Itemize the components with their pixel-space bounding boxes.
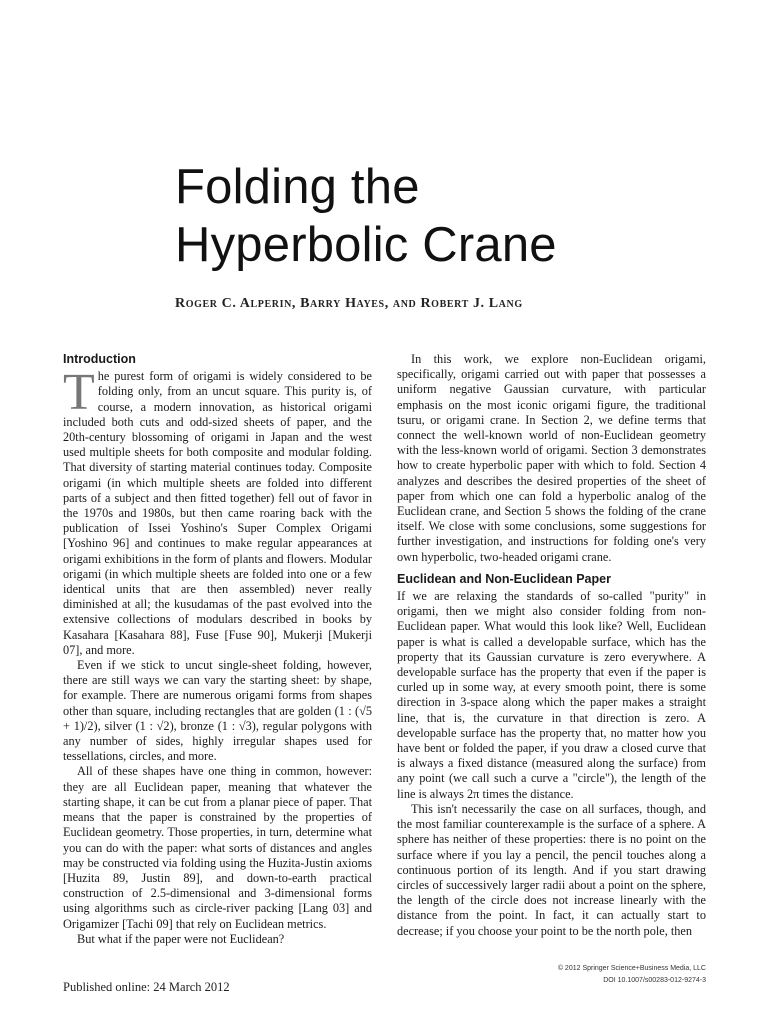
intro-paragraph-3: All of these shapes have one thing in common, however: they are all Euclidean paper, meaning that whatever the starting shape, it can be cut from a planar piece of paper. That means that the paper is constrained by the properties of Euclidean geometry. Those properties, in turn, determine what you can do with the paper: what sorts of distances and angles may be constructed via folding using the Huzita-Justin axioms [Huzita 89, Justin 89], and down-to-earth practical construction of 2.5-dimensional and 3-dimensional forms using algorithms such as circle-river packing [Lang 03] and Origamizer [Tachi 09] that rely on Euclidean metrics. xyxy=(63,764,372,931)
euclidean-paragraph-1: If we are relaxing the standards of so-called "purity" in origami, then we might also consider folding from non-Euclidean paper. What would this look like? Well, Euclidean paper is what is called a developable surface, which has the property that its Gaussian curvature is zero everywhere. A developable surface has the property that even if the paper is curled up in some way, at every smooth point, there is some direction in 3-space along which the paper makes a straight line, that is, the curvature in that direction is zero. A developable surface has the property that, no matter how you have bent or folded the paper, if you draw a closed curve that is always a fixed distance (measured along the surface) from any point (we call such a curve a "circle"), the length of the line is always 2π times the distance. xyxy=(397,589,706,801)
doi-link[interactable]: DOI 10.1007/s00283-012-9274-3 xyxy=(603,977,706,984)
title-line-1: Folding the xyxy=(175,160,420,214)
intro-paragraph-1 xyxy=(63,364,372,658)
author-list: Roger C. Alperin, Barry Hayes, and Robert J. Lang xyxy=(175,296,523,311)
introduction-heading: Introduction xyxy=(63,352,136,366)
overview-paragraph: In this work, we explore non-Euclidean origami, specifically, origami carried out with paper that possesses a uniform negative Gaussian curvature, with particular emphasis on the most iconic origami figure, the traditional tsuru, or origami crane. In Section 2, we define terms that connect the well-known world of non-Euclidean geometry with the less-known world of origami. Section 3 demonstrates how to create hyperbolic paper with which to fold. Section 4 analyzes and describes the desired properties of the sheet of paper from which one can fold a hyperbolic analog of the Euclidean crane, and Section 5 shows the folding of the crane itself. We close with some conclusions, some suggestions for further investigation, and instructions for folding one's very own hyperbolic, two-headed origami crane. xyxy=(397,352,706,564)
published-date: Published online: 24 March 2012 xyxy=(63,980,230,994)
intro-paragraph-2: Even if we stick to uncut single-sheet folding, however, there are still ways we can vary the starting sheet: by shape, for example. There are numerous origami forms from shapes other than square, including rectangles that are golden (1 : (√5 + 1)/2), silver (1 : √2), bronze (1 : √3), regular polygons with any number of sides, highly irregular shapes used for tessellations, circles, and more. xyxy=(63,658,372,764)
footer-meta xyxy=(558,963,706,987)
section-heading-euclidean: Euclidean and Non-Euclidean Paper xyxy=(397,571,611,586)
article-title xyxy=(175,158,735,274)
copyright-notice: © 2012 Springer Science+Business Media, LLC xyxy=(557,965,706,972)
left-column xyxy=(63,352,372,947)
intro-paragraph-1-text: he purest form of origami is widely considered to be folding only, from an uncut square. This purity is, of course, a modern innovation, as historical origami included both cuts and odd-sized sheets of paper, and the 20th-century blossoming of origami in Japan and the west used multiple sheets for both composite and modular folding. That diversity of starting material continues today. Composite origami (in which multiple sheets are folded into different parts of a subject and then fitted together) fell out of favor in the 1970s and 1980s, but then came roaring back with the publication of Issei Yoshino's Super Complex Origami [Yoshino 96] and continues to make regular appearances at origami exhibitions in the form of plants and flowers. Modular origami (in which multiple sheets are folded into one or a few identical units that are then assembled) never really diminished at all; the kusudamas of the past evolved into the extensive collections of modulars described in books by Kasahara [Kasahara 88], Fuse [Fuse 90], Mukerji [Mukerji 07], and more. xyxy=(63,369,372,657)
drop-cap: T xyxy=(63,364,95,422)
intro-paragraph-4: But what if the paper were not Euclidean? xyxy=(77,931,285,946)
right-column xyxy=(397,352,706,939)
title-line-2: Hyperbolic Crane xyxy=(175,218,557,272)
euclidean-paragraph-2: This isn't necessarily the case on all surfaces, though, and the most familiar counterexample is the surface of a sphere. A sphere has neither of these properties: there is no point on the surface where if you lay a pencil, the pencil touches along a continuous portion of its length. And if you start drawing circles of successively larger radii about a point on the sphere, the length of the circle does not increase linearly with the distance from the point. In fact, it can actually start to decrease; if you choose your point to be the north pole, then xyxy=(397,801,706,938)
